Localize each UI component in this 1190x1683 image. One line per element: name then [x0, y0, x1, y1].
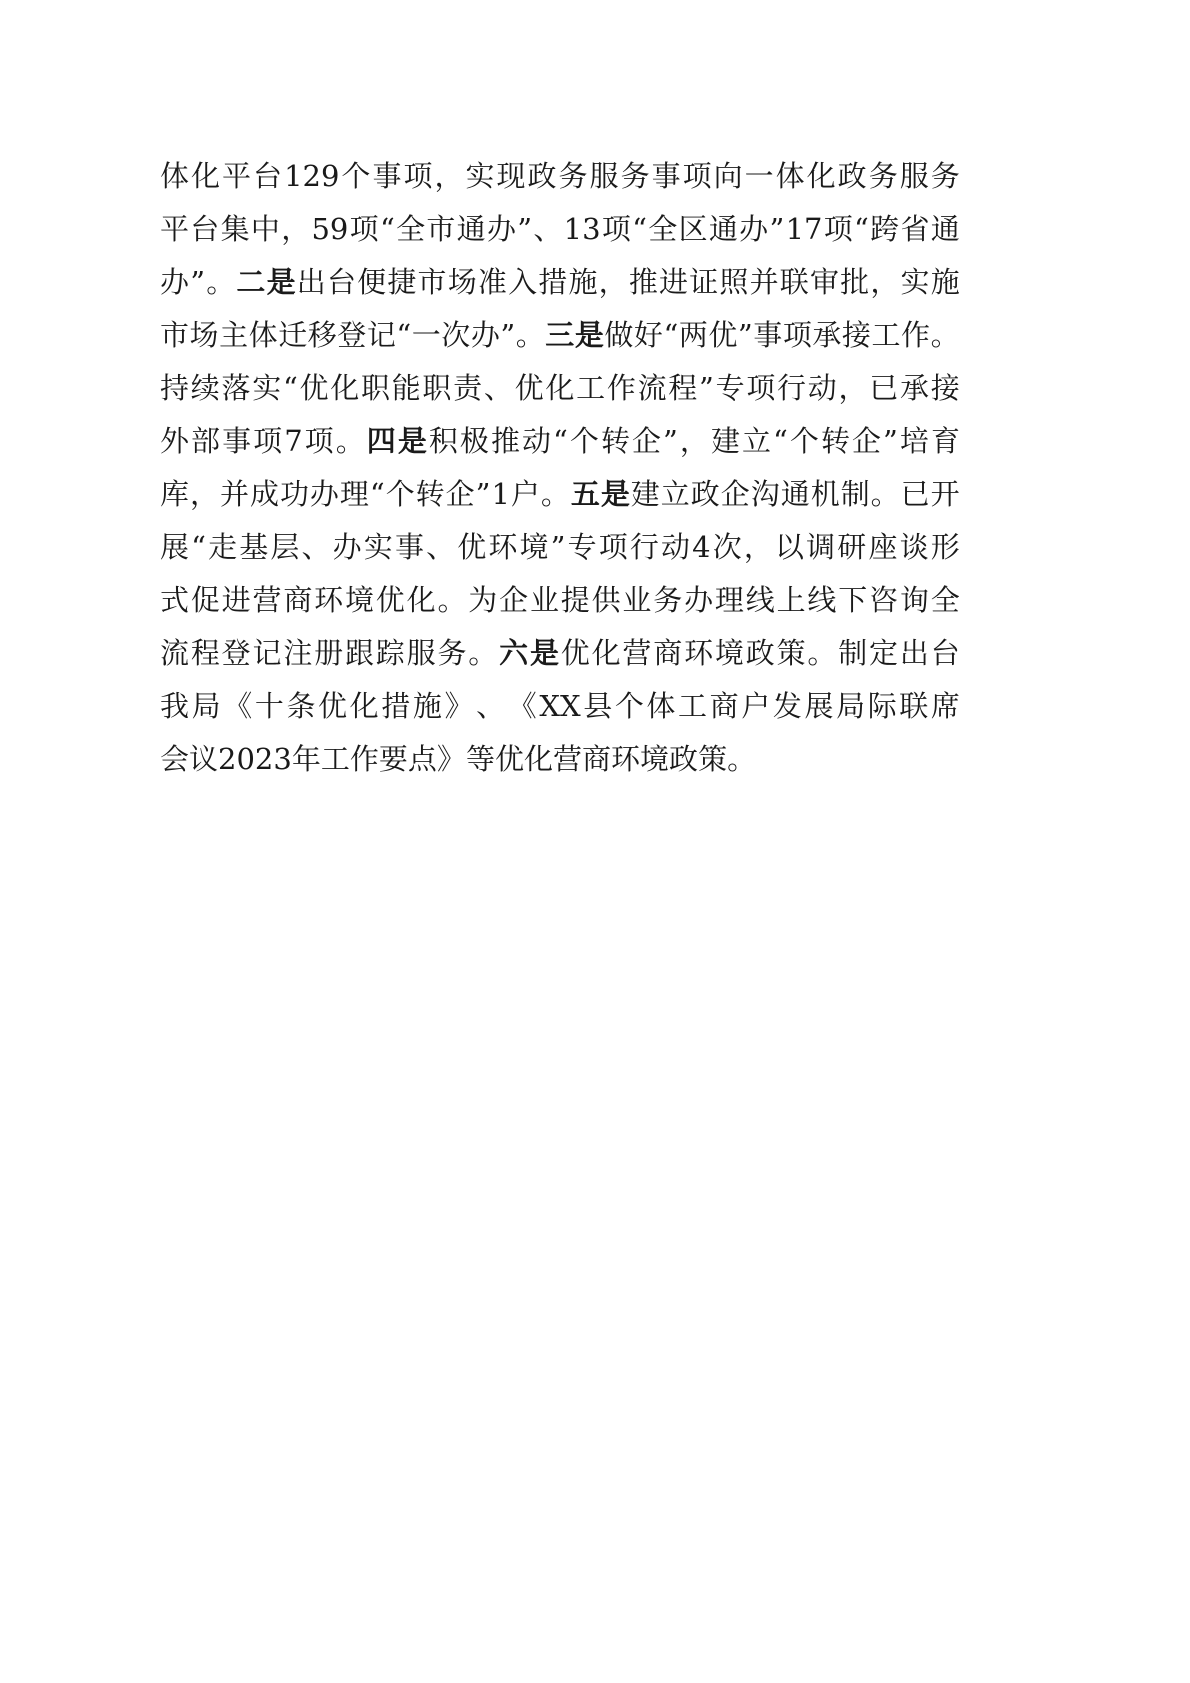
- text-line: 持 续 落 实 “ 优 化 职 能 职 责 、 优 化 工 作 流 程 ” 专 项 行 动 ， 已 承 接: [160, 371, 960, 405]
- text-line: 我 局 《 十 条 优 化 措 施 》 、 《 XX 县 个 体 工 商 户 发 展 局 际 联 席: [160, 689, 960, 723]
- text-line: 外 部 事 项 7 项 。 四 是 积 极 推 动 “ 个 转 企 ” ， 建 立 “ 个 转 企 ” 培 育: [160, 424, 960, 458]
- text-line: 办 ” 。 二 是 出 台 便 捷 市 场 准 入 措 施 ， 推 进 证 照 并 联 审 批 ， 实 施: [160, 265, 960, 299]
- document-body: [160, 150, 960, 786]
- text-line: 流 程 登 记 注 册 跟 踪 服 务 。 六 是 优 化 营 商 环 境 政 策 。 制 定 出 台: [160, 636, 960, 670]
- text-line: 平 台 集 中 ， 59 项 “ 全 市 通 办 ” 、 13 项 “ 全 区 通 办 ” 17 项 “ 跨 省 通: [160, 212, 960, 246]
- text-line: 展 “ 走 基 层 、 办 实 事 、 优 环 境 ” 专 项 行 动 4 次 ， 以 调 研 座 谈 形: [160, 530, 960, 564]
- text-line: 库 ， 并 成 功 办 理 “ 个 转 企 ” 1 户 。 五 是 建 立 政 企 沟 通 机 制 。 已 开: [160, 477, 960, 511]
- text-line: 会 议 2023 年 工 作 要 点 》 等 优 化 营 商 环 境 政 策 。: [160, 742, 757, 776]
- text-line: 市 场 主 体 迁 移 登 记 “ 一 次 办 ” 。 三 是 做 好 “ 两 优 ” 事 项 承 接 工 作 。: [160, 318, 960, 352]
- text-line: 体 化 平 台 129 个 事 项 ， 实 现 政 务 服 务 事 项 向 一 体 化 政 务 服 务: [160, 159, 960, 193]
- text-line: 式 促 进 营 商 环 境 优 化 。 为 企 业 提 供 业 务 办 理 线 上 线 下 咨 询 全: [160, 583, 960, 617]
